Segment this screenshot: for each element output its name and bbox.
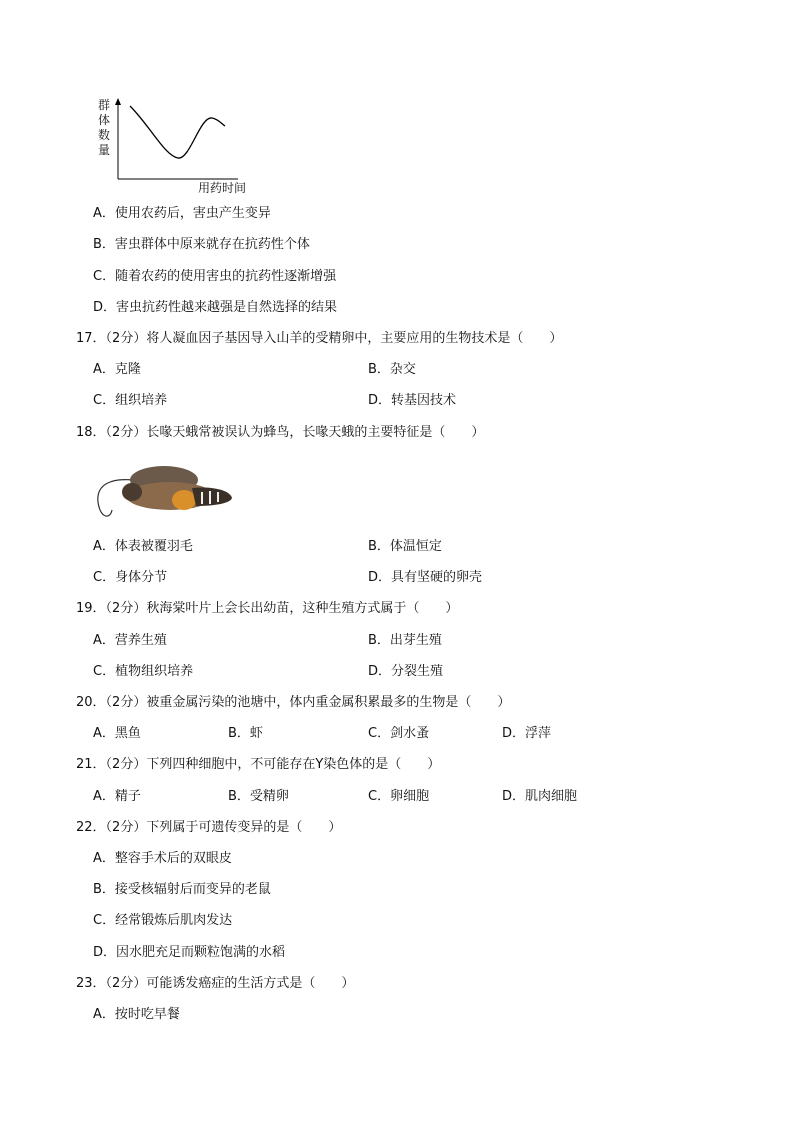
q19-stem: 19．（2分）秋海棠叶片上会长出幼苗，这种生殖方式属于（ ）	[76, 601, 459, 616]
moth-head	[122, 483, 142, 501]
q19-option-c: C．植物组织培养	[93, 664, 194, 679]
q17-option-c: C．组织培养	[93, 393, 168, 408]
q22-option-d: D．因水肥充足而颗粒饱满的水稻	[93, 945, 286, 960]
q22-option-b: B．接受核辐射后而变异的老鼠	[93, 882, 271, 897]
q17-option-b: B．杂交	[368, 362, 416, 377]
q16-option-a: A．使用农药后，害虫产生变异	[93, 206, 271, 221]
q18-option-c: C．身体分节	[93, 570, 168, 585]
q19-option-a: A．营养生殖	[93, 633, 167, 648]
q21-option-c: C．卵细胞	[368, 789, 430, 804]
graph-xlabel: 用药时间	[198, 181, 247, 195]
ylabel-char: 体	[97, 113, 110, 127]
q18-stem: 18．（2分）长喙天蛾常被误认为蜂鸟，长喙天蛾的主要特征是（ ）	[76, 425, 485, 440]
y-axis-arrow	[115, 98, 121, 105]
q21-option-b: B．受精卵	[228, 789, 289, 804]
q22-option-c: C．经常锻炼后肌肉发达	[93, 913, 233, 928]
q22-stem: 22．（2分）下列属于可遗传变异的是（ ）	[76, 820, 342, 835]
q21-option-d: D．肌肉细胞	[502, 789, 578, 804]
moth-tail	[192, 487, 232, 506]
q20-option-c: C．剑水蚤	[368, 726, 430, 741]
q17-option-d: D．转基因技术	[368, 393, 457, 408]
q17-stem: 17．（2分）将人凝血因子基因导入山羊的受精卵中，主要应用的生物技术是（ ）	[76, 331, 563, 346]
q20-option-b: B．虾	[228, 726, 263, 741]
population-curve	[130, 106, 225, 158]
q19-option-b: B．出芽生殖	[368, 633, 442, 648]
q23-option-a: A．按时吃早餐	[93, 1007, 180, 1022]
q22-option-a: A．整容手术后的双眼皮	[93, 851, 232, 866]
q18-option-d: D．具有坚硬的卵壳	[368, 570, 483, 585]
q20-option-a: A．黑鱼	[93, 726, 141, 741]
moth-abdomen-orange	[172, 490, 196, 510]
q16-option-c: C．随着农药的使用害虫的抗药性逐渐增强	[93, 269, 337, 284]
q18-option-b: B．体温恒定	[368, 539, 442, 554]
q16-option-d: D．害虫抗药性越来越强是自然选择的结果	[93, 300, 338, 315]
q19-option-d: D．分裂生殖	[368, 664, 444, 679]
q16-option-b: B．害虫群体中原来就存在抗药性个体	[93, 237, 310, 252]
q17-option-a: A．克隆	[93, 362, 141, 377]
q21-stem: 21．（2分）下列四种细胞中，不可能存在Y染色体的是（ ）	[76, 757, 441, 772]
q21-option-a: A．精子	[93, 789, 141, 804]
ylabel-char: 数	[97, 128, 110, 142]
q23-stem: 23．（2分）可能诱发癌症的生活方式是（ ）	[76, 976, 355, 991]
q18-option-a: A．体表被覆羽毛	[93, 539, 193, 554]
ylabel-char: 群	[97, 98, 110, 112]
ylabel-char: 量	[97, 143, 110, 157]
hawk-moth-image	[92, 452, 234, 524]
graph-ylabel	[96, 98, 112, 158]
q20-stem: 20．（2分）被重金属污染的池塘中，体内重金属积累最多的生物是（ ）	[76, 695, 511, 710]
q20-option-d: D．浮萍	[502, 726, 552, 741]
